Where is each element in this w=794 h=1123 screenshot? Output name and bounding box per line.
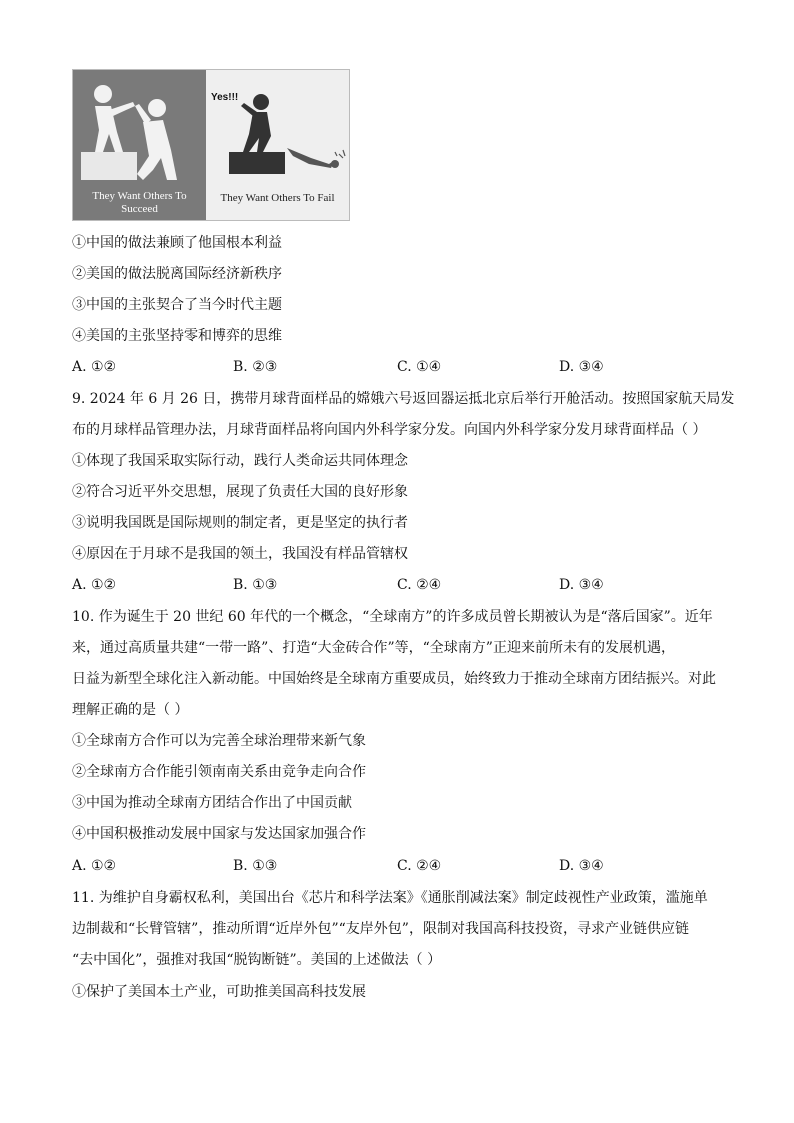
q8-choices: [72, 358, 722, 376]
q10-option-1: ①全球南方合作可以为完善全球治理带来新气象: [72, 733, 366, 749]
choice-a[interactable]: A. ①②: [72, 858, 117, 874]
q10-option-2: ②全球南方合作能引领南南关系由竞争走向合作: [72, 764, 366, 780]
q10-stem-line-1: 10. 作为诞生于 20 世纪 60 年代的一个概念，“全球南方”的许多成员曾长期被认为是“落后国家”。近年: [72, 609, 713, 625]
choice-b[interactable]: B. ①③: [233, 577, 278, 593]
fail-caption: They Want Others To Fail: [220, 192, 335, 204]
choice-d[interactable]: D. ③④: [559, 359, 604, 375]
cartoon-illustration: [72, 69, 350, 221]
yes-text: Yes!!!: [211, 92, 239, 103]
q9-choices: [72, 576, 722, 594]
q10-stem-line-3: 日益为新型全球化注入新动能。中国始终是全球南方重要成员，始终致力于推动全球南方团结振兴。对此: [72, 671, 716, 687]
q9-option-3: ③说明我国既是国际规则的制定者，更是坚定的执行者: [72, 515, 408, 531]
q10-option-3: ③中国为推动全球南方团结合作出了中国贡献: [72, 795, 352, 811]
q11-stem-line-2: 边制裁和“长臂管辖”，推动所谓“近岸外包”“友岸外包”，限制对我国高科技投资，寻求产业链供应链: [72, 921, 689, 937]
choice-d[interactable]: D. ③④: [559, 577, 604, 593]
choice-a[interactable]: A. ①②: [72, 577, 117, 593]
choice-d[interactable]: D. ③④: [559, 858, 604, 874]
q9-option-2: ②符合习近平外交思想，展现了负责任大国的良好形象: [72, 484, 408, 500]
q10-stem-line-2: 来，通过高质量共建“一带一路”、打造“大金砖合作”等，“全球南方”正迎来前所未有的发展机遇，: [72, 640, 675, 656]
q9-stem-line-2: 布的月球样品管理办法，月球背面样品将向国内外科学家分发。向国内外科学家分发月球背面样品（ ）: [72, 422, 707, 438]
choice-a[interactable]: A. ①②: [72, 359, 117, 375]
choice-c[interactable]: C. ②④: [397, 858, 442, 874]
q8-option-2: ②美国的做法脱离国际经济新秩序: [72, 266, 282, 282]
choice-b[interactable]: B. ②③: [233, 359, 278, 375]
succeed-caption: They Want Others To Succeed: [92, 190, 187, 215]
q9-option-1: ①体现了我国采取实际行动，践行人类命运共同体理念: [72, 453, 408, 469]
q11-option-1: ①保护了美国本土产业，可助推美国高科技发展: [72, 984, 366, 1000]
choice-c[interactable]: C. ①④: [397, 359, 442, 375]
q10-stem-line-4: 理解正确的是（ ）: [72, 702, 189, 718]
q11-stem-line-1: 11. 为维护自身霸权私利，美国出台《芯片和科学法案》《通胀削减法案》制定歧视性产业政策，滥施单: [72, 890, 708, 906]
q11-stem-line-3: “去中国化”，强推对我国“脱钩断链”。美国的上述做法（ ）: [72, 952, 442, 968]
q8-option-1: ①中国的做法兼顾了他国根本利益: [72, 235, 282, 251]
q10-option-4: ④中国积极推动发展中国家与发达国家加强合作: [72, 826, 366, 842]
q8-option-4: ④美国的主张坚持零和博弈的思维: [72, 328, 282, 344]
choice-b[interactable]: B. ①③: [233, 858, 278, 874]
q8-option-3: ③中国的主张契合了当今时代主题: [72, 297, 282, 313]
q9-option-4: ④原因在于月球不是我国的领土，我国没有样品管辖权: [72, 546, 408, 562]
q9-stem-line-1: 9. 2024 年 6 月 26 日，携带月球背面样品的嫦娥六号返回器运抵北京后举行开舱活动。按照国家航天局发: [72, 391, 735, 407]
q10-choices: [72, 857, 722, 875]
choice-c[interactable]: C. ②④: [397, 577, 442, 593]
